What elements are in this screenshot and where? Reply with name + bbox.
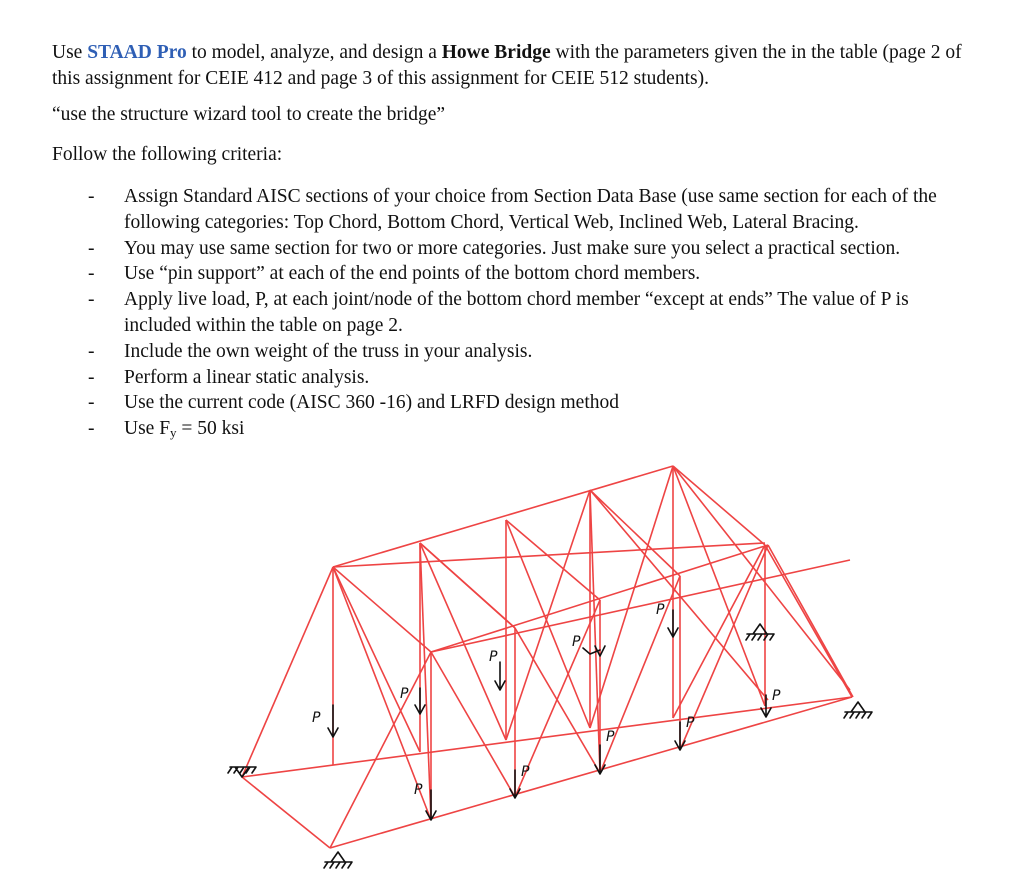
svg-text:P: P bbox=[489, 649, 498, 665]
list-item: - Use “pin support” at each of the end points of the bottom chord members. bbox=[88, 263, 701, 285]
svg-text:P: P bbox=[414, 782, 423, 798]
svg-text:P: P bbox=[521, 764, 530, 780]
pin-support-icon bbox=[746, 624, 774, 640]
wizard-quote: “use the structure wizard tool to create the bridge” bbox=[52, 104, 446, 125]
svg-text:P: P bbox=[572, 634, 581, 650]
list-item: - Use $F_y = 50$ ksi bbox=[88, 418, 245, 441]
load-arrow-icon bbox=[489, 649, 505, 690]
list-item: - Use the current code (AISC 360 -16) and LRFD design method bbox=[88, 392, 619, 414]
list-item: - Apply live load, P, at each joint/node of the bottom chord member “except at ends” The value of P is included within the table on page 2. bbox=[88, 289, 909, 336]
load-arrows bbox=[312, 602, 781, 820]
load-arrow-icon bbox=[414, 782, 436, 820]
svg-text:P: P bbox=[772, 688, 781, 704]
intro-text-1: Use bbox=[52, 42, 88, 63]
list-item: - Include the own weight of the truss in your analysis. bbox=[88, 340, 533, 362]
list-item: - Assign Standard AISC sections of your choice from Section Data Base (use same section for each of the following categories: Top Chord, Bottom Chord, Vertical Web, Inclined Web, Lateral Bracing. bbox=[88, 186, 937, 233]
svg-text:P: P bbox=[312, 710, 321, 726]
truss-members bbox=[242, 466, 853, 848]
pin-support-icon bbox=[324, 852, 352, 868]
list-item: - You may use same section for two or more categories. Just make sure you select a practical section. bbox=[88, 237, 901, 259]
svg-text:P: P bbox=[686, 715, 695, 731]
intro-text-2: to model, analyze, and design a bbox=[186, 42, 442, 63]
list-item: - Perform a linear static analysis. bbox=[88, 366, 370, 388]
svg-text:P: P bbox=[400, 686, 409, 702]
svg-text:P: P bbox=[606, 729, 615, 745]
intro-text-3: with the parameters given the in the table (page 2 of this assignment for CEIE 412 and page 3 of this assignment for CEIE 512 students). bbox=[52, 42, 962, 89]
bridge-type: Howe Bridge bbox=[441, 42, 551, 63]
software-name: STAAD Pro bbox=[87, 42, 187, 63]
load-arrow-icon bbox=[312, 705, 338, 737]
criteria-heading: Follow the following criteria: bbox=[52, 144, 283, 165]
load-arrow-icon bbox=[400, 686, 425, 714]
svg-text:P: P bbox=[656, 602, 665, 618]
pin-support-icon bbox=[844, 702, 872, 718]
